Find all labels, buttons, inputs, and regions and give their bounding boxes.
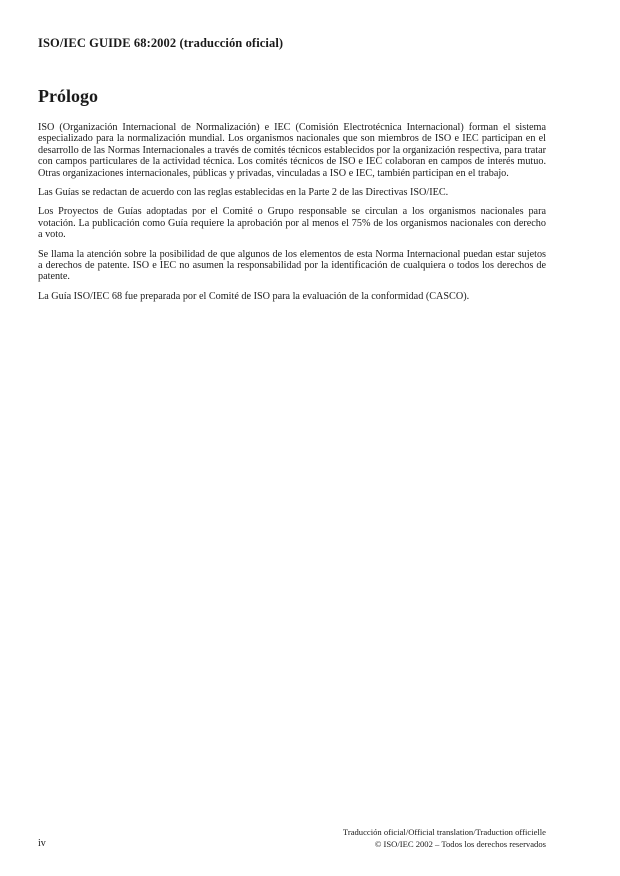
translation-note: Traducción oficial/Official translation/Traduction officielle: [342, 827, 546, 837]
document-reference-header: ISO/IEC GUIDE 68:2002 (traducción oficial): [38, 36, 284, 50]
paragraph-5: La Guía ISO/IEC 68 fue preparada por el Comité de ISO para la evaluación de la conformidad (CASCO).: [38, 290, 470, 302]
paragraph-3: Los Proyectos de Guías adoptadas por el Comité o Grupo responsable se circulan a los organismos nacionales para votación. La publicación como Guía requiere la aprobación por al menos el 75% de los organismos nacionales con derecho a voto.: [38, 206, 546, 241]
paragraph-4: Se llama la atención sobre la posibilidad de que algunos de los elementos de esta Norma Internacional puedan estar sujetos a derechos de patente. ISO e IEC no asumen la responsabilidad por la identificación de cualquiera o todos los derechos de patente.: [38, 248, 546, 283]
footer-notice: [343, 826, 546, 850]
foreword-body: [38, 122, 546, 310]
page-title: Prólogo: [38, 86, 98, 106]
paragraph-2: Las Guías se redactan de acuerdo con las reglas establecidas en la Parte 2 de las Directivas ISO/IEC.: [38, 187, 449, 199]
copyright-notice: © ISO/IEC 2002 – Todos los derechos reservados: [374, 839, 546, 849]
paragraph-1: ISO (Organización Internacional de Normalización) e IEC (Comisión Electrotécnica Internacional) forman el sistema especializado para la normalización mundial. Los organismos nacionales que son miembros de ISO e IEC participan en el desarrollo de las Normas Internacionales a través de comités técnicos establecidos por la organización respectiva, para tratar con campos particulares de la actividad técnica. Los comités técnicos de ISO e IEC colaboran en campos de interés mutuo. Otras organizaciones internacionales, públicas y privadas, vinculadas a ISO e IEC, también participan en el trabajo.: [38, 122, 546, 179]
page-number: iv: [38, 838, 46, 849]
